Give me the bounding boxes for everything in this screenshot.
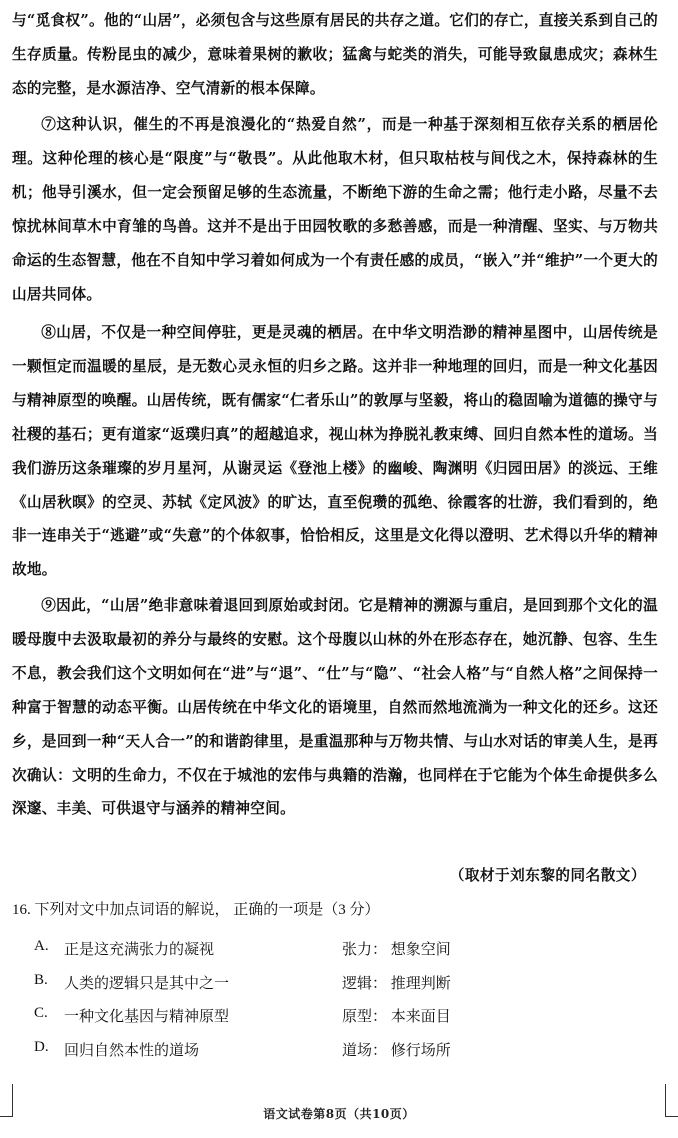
option-gloss: 道场： 修行场所 xyxy=(342,1042,451,1059)
option-c xyxy=(34,999,644,1033)
option-text: 人类的逻辑只是其中之一 xyxy=(64,975,230,992)
option-b xyxy=(34,966,644,1000)
option-letter: D. xyxy=(34,1038,49,1055)
passage-paragraph-9: ⑨因此，“山居”绝非意味着退回到原始或封闭。它是精神的溯源与重启，是回到那个文化的温暖母腹中去汲取最初的养分与最终的安慰。这个母腹以山林的外在形态存在，她沉静、包容、生生不息，教会我们这个文明如何在“进”与“退”、“仕”与“隐”、“社会人格”与“自然人格”之间保持一种富于智慧的动态平衡。山居传统在中华文化的语境里，自然而然地流淌为一种文化的还乡。这还乡，是回到一种“天人合一”的和谐韵律里，是重温那种与万物共情、与山水对话的审美人生，是再次确认：文明的生命力，不仅在于城池的宏伟与典籍的浩瀚，也同样在于它能为个体生命提供多么深邃、丰美、可供退守与涵养的精神空间。 xyxy=(12,597,658,818)
passage-paragraph-8: ⑧山居，不仅是一种空间停驻，更是灵魂的栖居。在中华文明浩渺的精神星图中，山居传统是一颗恒定而温暖的星辰，是无数心灵永恒的归乡之路。这并非一种地理的回归，而是一种文化基因与精神原型的唤醒。山居传统，既有儒家“仁者乐山”的敦厚与坚毅，将山的稳固喻为道德的操守与社稷的基石；更有道家“返璞归真”的超越追求，视山林为挣脱礼教束缚、回归自然本性的道场。当我们游历这条璀璨的岁月星河，从谢灵运《登池上楼》的幽峻、陶渊明《归园田居》的淡远、王维《山居秋暝》的空灵、苏轼《定风波》的旷达，直至倪瓒的孤绝、徐霞客的壮游，我们看到的，绝非一连串关于“逃避”或“失意”的个体叙事，恰恰相反，这里是文化得以澄明、艺术得以升华的精神故地。 xyxy=(12,324,658,579)
option-text: 一种文化基因与精神原型 xyxy=(64,1009,230,1025)
question-16-stem: 16. 下列对文中加点词语的解说， 正确的一项是（3 分） xyxy=(12,902,380,918)
page-footer: 语文试卷第8页（共10页） xyxy=(263,1107,415,1121)
option-text: 正是这充满张力的凝视 xyxy=(64,942,215,958)
option-gloss: 张力： 想象空间 xyxy=(342,942,451,958)
option-letter: A. xyxy=(34,938,49,954)
option-text: 回归自然本性的道场 xyxy=(64,1042,200,1059)
question-16-options xyxy=(34,932,644,1066)
option-letter: C. xyxy=(34,1005,48,1021)
option-gloss: 原型： 本来面目 xyxy=(342,1009,451,1025)
passage-paragraph-continuation: 与“觅食权”。他的“山居”，必须包含与这些原有居民的共存之道。它们的存亡，直接关系到自己的生存质量。传粉昆虫的减少，意味着果树的歉收；猛禽与蛇类的消失，可能导致鼠患成灾；森林生态的完整，是水源洁净、空气清新的根本保障。 xyxy=(12,12,658,97)
passage-paragraph-7: ⑦这种认识，催生的不再是浪漫化的“热爱自然”，而是一种基于深刻相互依存关系的栖居伦理。这种伦理的核心是“限度”与“敬畏”。从此他取木材，但只取枯枝与间伐之木，保持森林的生机；他导引溪水，但一定会预留足够的生态流量，不断绝下游的生命之需；他行走小路，尽量不去惊扰林间草木中育雏的鸟兽。这并不是出于田园牧歌的多愁善感，而是一种清醒、坚实、与万物共命运的生态智慧，他在不自知中学习着如何成为一个有责任感的成员，“嵌入”并“维护”一个更大的山居共同体。 xyxy=(12,116,658,303)
option-gloss: 逻辑： 推理判断 xyxy=(342,975,451,992)
option-d xyxy=(34,1033,644,1067)
option-a xyxy=(34,932,644,966)
passage-source: （取材于刘东黎的同名散文） xyxy=(449,867,646,884)
option-letter: B. xyxy=(34,971,48,988)
